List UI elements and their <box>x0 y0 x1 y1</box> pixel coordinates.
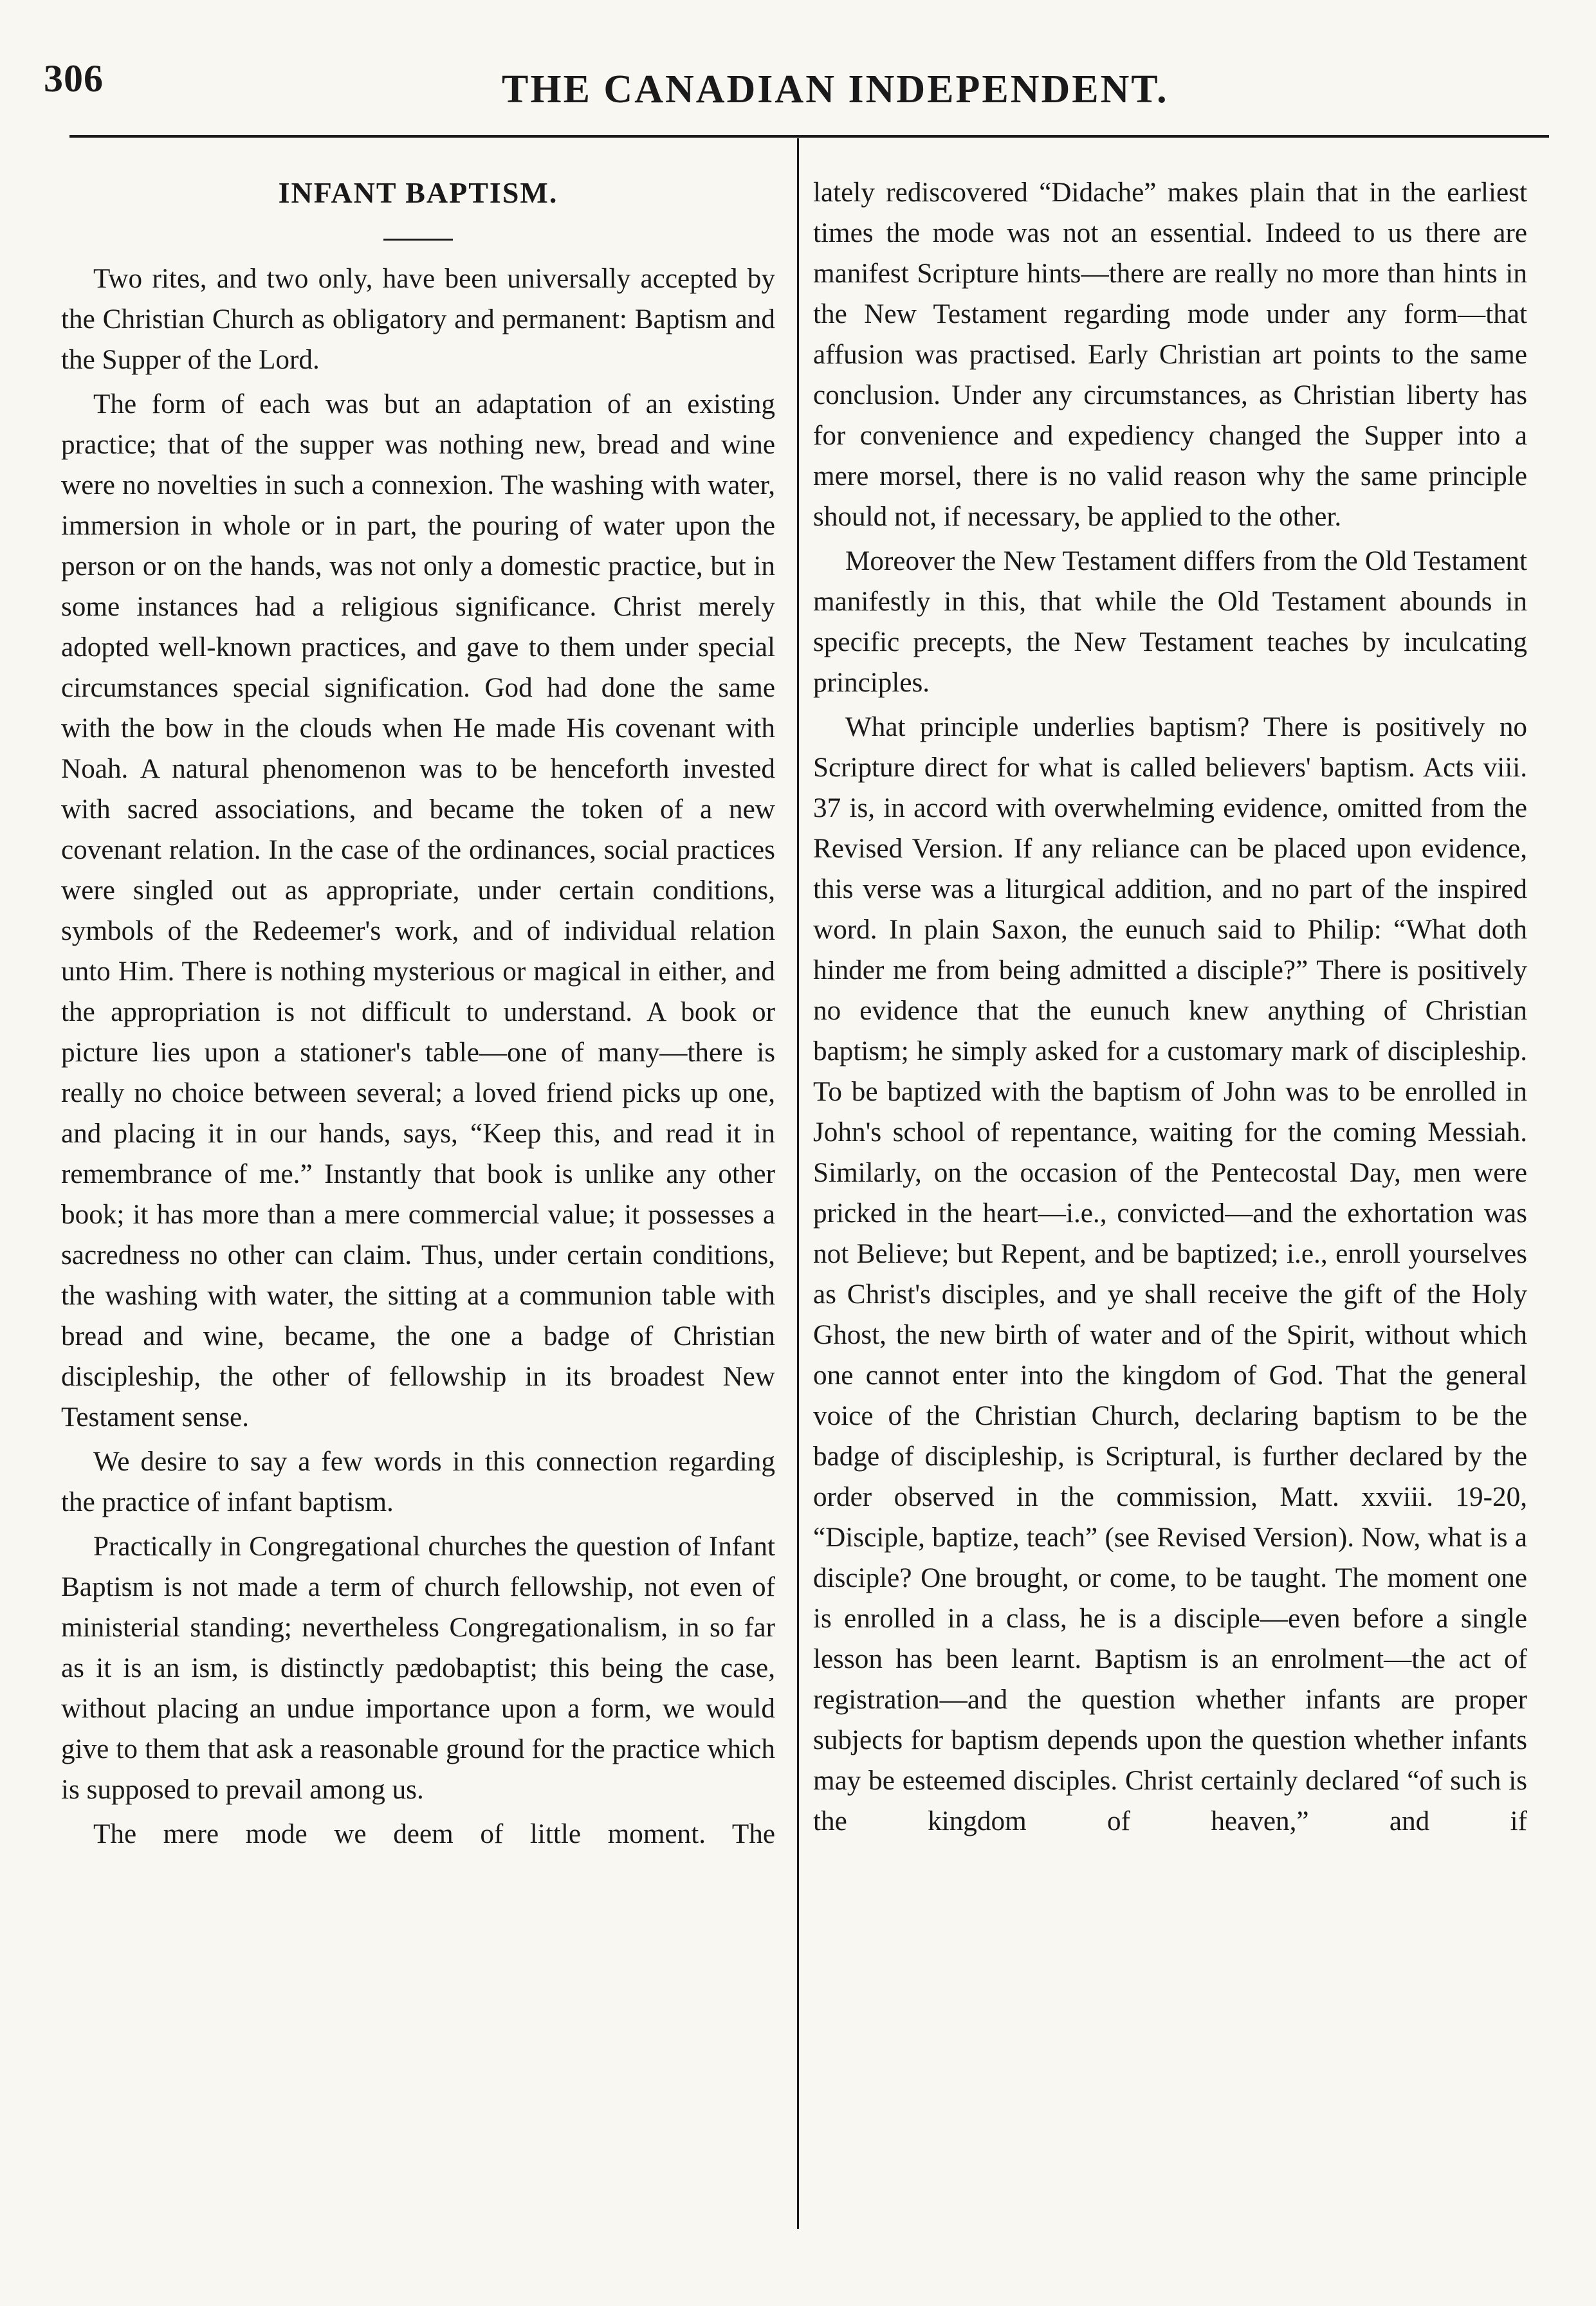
paragraph: Practically in Congregational churches the question of Infant Baptism is not made a term of church fellowship, not even of ministerial standing; nevertheless Congregationalism, in so far as it is an ism, is distinctly pædobaptist; this being the case, without placing an undue importance upon a form, we would give to them that ask a reasonable ground for the practice which is supposed to prevail among us. <box>61 1532 775 1805</box>
paragraph: What principle underlies baptism? There is positively no Scripture direct for what is called believers' baptism. Acts viii. 37 is, in accord with overwhelming evidence, omitted from the Revised Version. If any reliance can be placed upon evidence, this verse was a liturgical addition, and no part of the inspired word. In plain Saxon, the eunuch said to Philip: “What doth hinder me from being admitted a disciple?” There is positively no evidence that the eunuch knew anything of Christian baptism; he simply asked for a customary mark of discipleship. To be baptized with the baptism of John was to be enrolled in John's school of repentance, waiting for the coming Messiah. Similarly, on the occasion of the Pentecostal Day, men were pricked in the heart—i.e., convicted—and the exhortation was not Believe; but Repent, and be baptized; i.e., enroll yourselves as Christ's disciples, and ye shall receive the gift of the Holy Ghost, the new birth of water and of the Spirit, without which one cannot enter into the kingdom of God. That the general voice of the Christian Church, declaring baptism to be the badge of discipleship, is Scriptural, is further declared by the order observed in the commission, Matt. xxviii. 19-20, “Disciple, baptize, teach” (see Revised Version). Now, what is a disciple? One brought, or come, to be taught. The moment one is enrolled in a class, he is a disciple—even before a single lesson has been learnt. Baptism is an enrolment—the act of registration—and the question whether infants are proper subjects for baptism depends upon the question whether infants may be esteemed disciples. Christ certainly declared “of such is the kingdom of heaven,” and if <box>813 712 1527 1836</box>
paragraph: Moreover the New Testament differs from the Old Testament manifestly in this, that while the Old Testament abounds in specific precepts, the New Testament teaches by inculcating principles. <box>813 546 1527 698</box>
page-number: 306 <box>44 57 104 100</box>
header-rule <box>69 135 1549 138</box>
right-column <box>813 172 1527 1845</box>
paragraph: The form of each was but an adaptation of an existing practice; that of the supper was nothing new, bread and wine were no novelties in such a connexion. The washing with water, immersion in whole or in part, the pouring of water upon the person or on the hands, was not only a domestic practice, but in some instances had a religious significance. Christ merely adopted well-known practices, and gave to them under special circumstances special signification. God had done the same with the bow in the clouds when He made His covenant with Noah. A natural phenomenon was to be henceforth invested with sacred associations, and became the token of a new covenant relation. In the case of the ordinances, social practices were singled out as appropriate, under certain conditions, symbols of the Redeemer's work, and of individual relation unto Him. There is nothing mysterious or magical in either, and the appropriation is not difficult to understand. A book or picture lies upon a stationer's table—one of many—there is really no choice between several; a loved friend picks up one, and placing it in our hands, says, “Keep this, and read it in remembrance of me.” Instantly that book is unlike any other book; it has more than a mere commercial value; it possesses a sacredness no other can claim. Thus, under certain conditions, the washing with water, the sitting at a communion table with bread and wine, became, the one a badge of Christian discipleship, the other of fellowship in its broadest New Testament sense. <box>61 389 775 1432</box>
journal-title: THE CANADIAN INDEPENDENT. <box>502 68 1169 111</box>
paragraph: We desire to say a few words in this connection regarding the practice of infant baptism. <box>61 1447 775 1517</box>
left-column <box>61 172 775 1858</box>
paragraph: Two rites, and two only, have been universally accepted by the Christian Church as obligatory and permanent: Baptism and the Supper of the Lord. <box>61 264 775 375</box>
article-title: INFANT BAPTISM. <box>278 176 558 209</box>
paragraph: lately rediscovered “Didache” makes plain that in the earliest times the mode was not an essential. Indeed to us there are manifest Scripture hints—there are really no more than hints in the New Testament regarding mode under any form—that affusion was practised. Early Christian art points to the same conclusion. Under any circumstances, as Christian liberty has for convenience and expediency changed the Supper into a mere morsel, there is no valid reason why the same principle should not, if necessary, be applied to the other. <box>813 178 1527 532</box>
column-divider <box>797 138 799 2229</box>
title-rule <box>383 239 453 241</box>
paragraph: The mere mode we deem of little moment. The <box>93 1819 775 1849</box>
page-header <box>0 0 1596 135</box>
